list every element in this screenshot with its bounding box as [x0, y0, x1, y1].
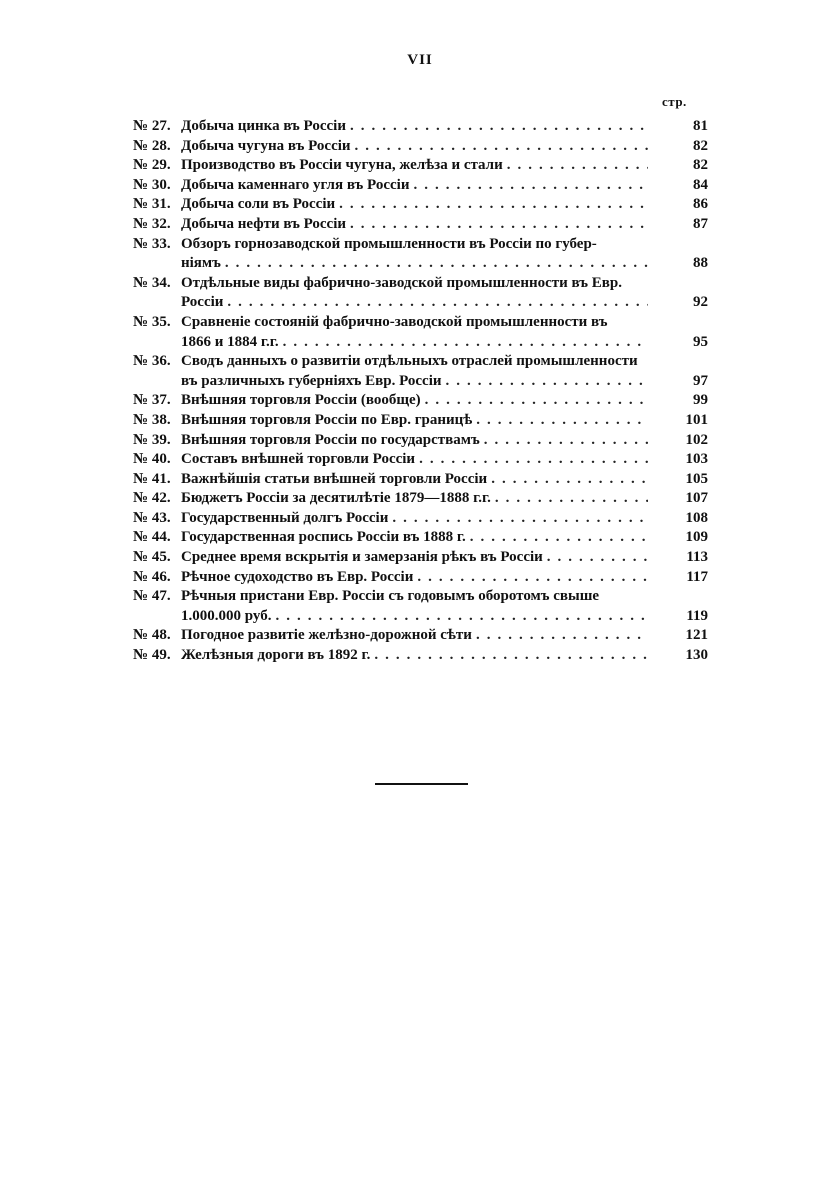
toc-entry-number: № 35.: [133, 313, 171, 330]
dot-leader: [223, 293, 648, 313]
toc-entry-title: 1.000.000 руб.: [181, 607, 272, 624]
dot-leader: [503, 156, 648, 176]
toc-entry-number: № 34.: [133, 274, 171, 291]
toc-entry: [133, 117, 708, 137]
toc-entry-line: [181, 470, 708, 490]
dot-leader: [409, 176, 648, 196]
toc-entry-body: [181, 176, 708, 196]
toc-entry-body: [181, 411, 708, 431]
dot-leader: [346, 117, 648, 137]
dot-leader: [472, 411, 648, 431]
dot-leader: [413, 568, 648, 588]
dot-leader: [543, 548, 648, 568]
toc-entry-title: Внѣшняя торговля Россіи по государствамъ: [181, 431, 480, 448]
dot-leader: [388, 509, 648, 529]
toc-entry-title: Государственная роспись Россіи въ 1888 г.: [181, 529, 466, 546]
toc-entry-page: 86: [693, 196, 708, 213]
toc-entry-title: Желѣзныя дороги въ 1892 г.: [181, 647, 371, 664]
toc-entry: [133, 274, 708, 313]
toc-entry-body: [181, 509, 708, 529]
toc-entry-title: Внѣшняя торговля Россіи по Евр. границѣ: [181, 411, 473, 428]
toc-entry-page: 82: [693, 157, 708, 174]
toc-entry-body: [181, 352, 708, 391]
toc-entry-line: [181, 333, 708, 353]
toc-entry-page: 117: [686, 568, 708, 585]
toc-entry-title: ніямъ: [181, 255, 221, 272]
toc-entry-number: № 42.: [133, 490, 171, 507]
toc-entry-line: [181, 352, 708, 372]
toc-entry-page: 107: [685, 490, 708, 507]
toc-entry-body: [181, 391, 708, 411]
dot-leader: [221, 254, 648, 274]
toc-entry-line: [181, 509, 708, 529]
toc-entry-page: 92: [693, 294, 708, 311]
toc-entry-title: 1866 и 1884 г.г.: [181, 333, 279, 350]
toc-entry-page: 95: [693, 333, 708, 350]
toc-entry: [133, 313, 708, 352]
toc-entry: [133, 176, 708, 196]
toc-entry-title: Добыча чугуна въ Россіи: [181, 137, 351, 154]
toc-entry-page: 87: [693, 215, 708, 232]
toc-entry-page: 81: [693, 118, 708, 134]
toc-entry-body: [181, 137, 708, 157]
toc-entry-body: [181, 626, 708, 646]
toc-entry-body: [181, 156, 708, 176]
toc-entry-number: № 37.: [133, 392, 171, 409]
toc-entry-number: № 30.: [133, 176, 171, 193]
toc-entry: [133, 548, 708, 568]
toc-entry: [133, 489, 708, 509]
toc-entry-line: [181, 587, 708, 607]
toc-entry-body: [181, 274, 708, 313]
toc-entry-title: Государственный долгъ Россіи: [181, 509, 389, 526]
toc-entry-body: [181, 646, 708, 666]
toc-entry: [133, 568, 708, 588]
toc-entry: [133, 646, 708, 666]
toc-entry-page: 102: [685, 431, 708, 448]
toc-entry-line: [181, 450, 708, 470]
dot-leader: [442, 372, 648, 392]
toc-entry-title: Добыча каменнаго угля въ Россіи: [181, 176, 410, 193]
toc-entry: [133, 587, 708, 626]
toc-entry-number: № 27.: [133, 118, 171, 134]
toc-entry-line: [181, 176, 708, 196]
toc-entry-page: 101: [685, 411, 708, 428]
dot-leader: [335, 195, 648, 215]
toc-entry-page: 130: [685, 647, 708, 664]
dot-leader: [370, 646, 648, 666]
toc-entry-line: [181, 254, 708, 274]
toc-entry-page: 82: [693, 137, 708, 154]
toc-entry-title: Отдѣльные виды фабрично-заводской промышленности въ Евр.: [181, 274, 622, 291]
toc-entry-line: [181, 274, 708, 294]
toc-entry-number: № 47.: [133, 588, 171, 605]
toc-entry-page: 88: [693, 255, 708, 272]
toc-entry-line: [181, 137, 708, 157]
toc-entry-body: [181, 470, 708, 490]
dot-leader: [279, 333, 648, 353]
toc-entry: [133, 195, 708, 215]
dot-leader: [346, 215, 648, 235]
dot-leader: [487, 470, 648, 490]
toc-entry-line: [181, 372, 708, 392]
dot-leader: [415, 450, 648, 470]
toc-entry-body: [181, 587, 708, 626]
dot-leader: [421, 391, 648, 411]
toc-entry-number: № 36.: [133, 353, 171, 370]
toc-entry-title: Составъ внѣшней торговли Россіи: [181, 451, 416, 468]
toc-entry-number: № 49.: [133, 647, 171, 664]
toc-entry-page: 121: [685, 627, 708, 644]
toc-entry-number: № 31.: [133, 196, 171, 213]
toc-entry-body: [181, 117, 708, 137]
toc-entry: [133, 431, 708, 451]
toc-entry-body: [181, 195, 708, 215]
toc-entry-page: 108: [685, 509, 708, 526]
toc-entry-line: [181, 646, 708, 666]
toc-entry-line: [181, 195, 708, 215]
toc-entry: [133, 528, 708, 548]
toc-entry-line: [181, 293, 708, 313]
toc-entry: [133, 215, 708, 235]
toc-entry-body: [181, 235, 708, 274]
toc-entry-number: № 43.: [133, 509, 171, 526]
toc-entry-number: № 39.: [133, 431, 171, 448]
toc-entry-page: 84: [693, 176, 708, 193]
dot-leader: [491, 489, 648, 509]
dot-leader: [271, 607, 648, 627]
toc-entry-page: 119: [686, 607, 708, 624]
toc-entry-title: Добыча соли въ Россіи: [181, 196, 336, 213]
dot-leader: [472, 626, 648, 646]
toc-entry: [133, 352, 708, 391]
toc-entry-title: Добыча нефти въ Россіи: [181, 215, 346, 232]
toc-entry-title: Обзоръ горнозаводской промышленности въ Россіи по губер-: [181, 235, 597, 252]
toc-entry-body: [181, 313, 708, 352]
toc-entry: [133, 626, 708, 646]
toc-entry-title: Рѣчное судоходство въ Евр. Россіи: [181, 568, 414, 585]
toc-entry-line: [181, 626, 708, 646]
toc-entry-line: [181, 607, 708, 627]
toc-entry-body: [181, 215, 708, 235]
toc-entry-line: [181, 391, 708, 411]
toc-entry-number: № 32.: [133, 215, 171, 232]
toc-entry-line: [181, 568, 708, 588]
toc-entry: [133, 470, 708, 490]
toc-entry-number: № 38.: [133, 411, 171, 428]
toc-entry-number: № 46.: [133, 568, 171, 585]
toc-entry-page: 103: [685, 451, 708, 468]
toc-entry-title: Погодное развитіе желѣзно-дорожной сѣти: [181, 627, 472, 644]
toc-entry-title: Сравненіе состояній фабрично-заводской промышленности въ: [181, 313, 608, 330]
dot-leader: [466, 528, 648, 548]
toc-entry-line: [181, 313, 708, 333]
toc-entry-title: Бюджетъ Россіи за десятилѣтіе 1879—1888 г.г.: [181, 490, 491, 507]
toc-entry: [133, 450, 708, 470]
toc-entry-number: № 28.: [133, 137, 171, 154]
toc-entry: [133, 411, 708, 431]
toc-entry: [133, 509, 708, 529]
toc-entry-title: Добыча цинка въ Россіи: [181, 118, 346, 134]
toc-entry-line: [181, 215, 708, 235]
toc-entry-body: [181, 450, 708, 470]
toc-entry-line: [181, 489, 708, 509]
page-column-header: стр.: [662, 94, 687, 109]
toc-entry-number: № 48.: [133, 627, 171, 644]
table-of-contents: [133, 117, 708, 666]
page-number: VII: [407, 52, 433, 68]
section-divider: [375, 783, 468, 785]
toc-entry-line: [181, 117, 708, 137]
toc-entry: [133, 235, 708, 274]
toc-entry-title: въ различныхъ губерніяхъ Евр. Россіи: [181, 372, 442, 389]
toc-entry-page: 105: [685, 470, 708, 487]
toc-entry-page: 97: [693, 372, 708, 389]
toc-entry-line: [181, 548, 708, 568]
toc-entry-line: [181, 235, 708, 255]
toc-entry-number: № 40.: [133, 451, 171, 468]
toc-entry-number: № 44.: [133, 529, 171, 546]
toc-entry-line: [181, 528, 708, 548]
toc-entry-title: Рѣчныя пристани Евр. Россіи съ годовымъ оборотомъ свыше: [181, 588, 600, 605]
toc-entry-body: [181, 528, 708, 548]
toc-entry: [133, 156, 708, 176]
toc-entry-title: Сводъ данныхъ о развитіи отдѣльныхъ отраслей промышленности: [181, 353, 638, 370]
toc-entry-body: [181, 568, 708, 588]
toc-entry-title: Россіи: [181, 294, 224, 311]
dot-leader: [480, 431, 648, 451]
toc-entry-line: [181, 431, 708, 451]
toc-entry-number: № 45.: [133, 549, 171, 566]
toc-entry-title: Внѣшняя торговля Россіи (вообще): [181, 392, 421, 409]
toc-entry-title: Важнѣйшія статьи внѣшней торговли Россіи: [181, 470, 488, 487]
toc-entry-page: 113: [686, 549, 708, 566]
toc-entry-body: [181, 548, 708, 568]
toc-entry: [133, 391, 708, 411]
dot-leader: [351, 137, 648, 157]
toc-entry-page: 109: [685, 529, 708, 546]
toc-entry-number: № 41.: [133, 470, 171, 487]
toc-entry-title: Производство въ Россіи чугуна, желѣза и стали: [181, 157, 503, 174]
toc-entry-line: [181, 411, 708, 431]
toc-entry-body: [181, 431, 708, 451]
toc-entry-line: [181, 156, 708, 176]
toc-entry-title: Среднее время вскрытія и замерзанія рѣкъ въ Россіи: [181, 549, 543, 566]
toc-entry: [133, 137, 708, 157]
toc-entry-number: № 29.: [133, 157, 171, 174]
toc-entry-page: 99: [693, 392, 708, 409]
toc-entry-body: [181, 489, 708, 509]
toc-entry-number: № 33.: [133, 235, 171, 252]
